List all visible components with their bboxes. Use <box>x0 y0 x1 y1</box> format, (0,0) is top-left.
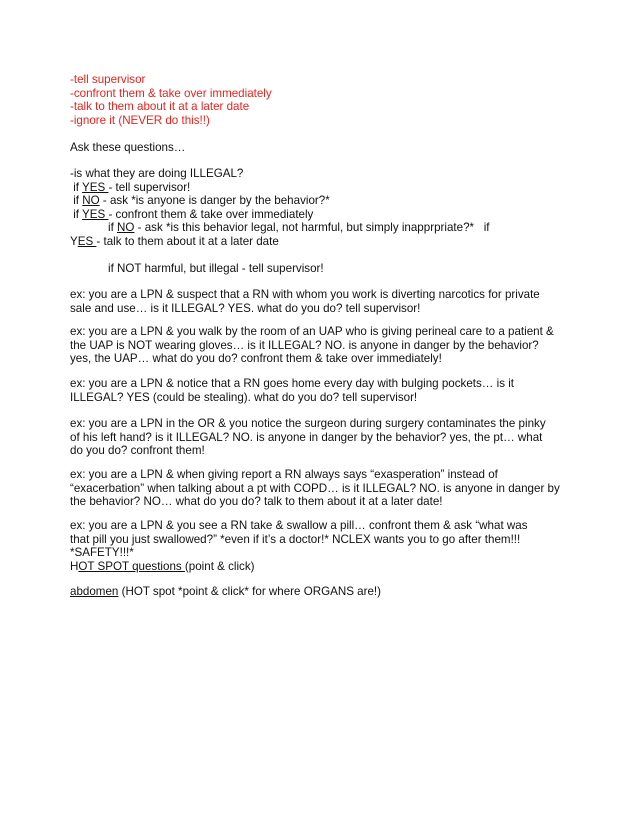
if-yes-line-3: YES - talk to them about it at a later date <box>70 234 279 248</box>
if-not-harmful-line: if NOT harmful, but illegal - tell supervisor! <box>108 261 324 275</box>
if-yes-line-2: if YES - confront them & take over immediately <box>70 207 314 221</box>
red-options-list <box>70 73 570 127</box>
option-ignore: -ignore it (NEVER do this!!) <box>70 113 210 127</box>
if-yes-line-1: if YES - tell supervisor! <box>70 180 191 194</box>
option-confront: -confront them & take over immediately <box>70 86 272 100</box>
question-flow <box>70 167 570 275</box>
option-talk-later: -talk to them about it at a later date <box>70 100 250 113</box>
example-3: ex: you are a LPN & notice that a RN goes home every day with bulging pockets… is it ILLEGAL? YES (could be stealing). what do you do? tell supervisor! <box>70 377 515 404</box>
example-6: ex: you are a LPN & you see a RN take & swallow a pill… confront them & ask “what was that pill you just swallowed?” *even if it’s a doctor!* NCLEX wants you to go after them!!! *SAFETY!!!* HOT SPOT questions (point & click) <box>70 519 570 573</box>
if-no-line-2: if NO - ask *is this behavior legal, not harmful, but simply inapprpriate?* if <box>108 221 490 234</box>
if-no-line-1: if NO - ask *is anyone is danger by the behavior?* <box>70 194 330 207</box>
example-5: ex: you are a LPN & when giving report a RN always says “exasperation” instead of “exacerbation” when talking about a pt with COPD… is it ILLEGAL? NO. is anyone in danger by the behavior? NO… what do you do? talk to them about it at a later date! <box>70 468 560 508</box>
example-1: ex: you are a LPN & suspect that a RN with whom you work is diverting narcotics for private sale and use… is it ILLEGAL? YES. what do you do? tell supervisor! <box>70 288 540 315</box>
example-2: ex: you are a LPN & you walk by the room of an UAP who is giving perineal care to a patient & the UAP is NOT wearing gloves… is it ILLEGAL? NO. is anyone in danger by the behavior? yes, the UAP… what do you do? confront them & take over immediately! <box>70 325 554 365</box>
abdomen-link[interactable]: abdomen <box>70 585 119 598</box>
ask-heading: Ask these questions… <box>70 141 186 154</box>
example-4: ex: you are a LPN in the OR & you notice the surgeon during surgery contaminates the pinky of his left hand? is it ILLEGAL? NO. is anyone in danger by the behavior? yes, the pt… what do you do? confront them! <box>70 417 546 457</box>
abdomen-line: abdomen (HOT spot *point & click* for where ORGANS are!) <box>70 585 382 598</box>
hotspot-questions-line: HOT SPOT questions (point & click) <box>70 559 255 573</box>
hotspot-questions-link[interactable]: OT SPOT questions <box>78 559 185 573</box>
question-illegal: -is what they are doing ILLEGAL? <box>70 167 244 180</box>
option-tell-supervisor: -tell supervisor <box>70 73 146 86</box>
